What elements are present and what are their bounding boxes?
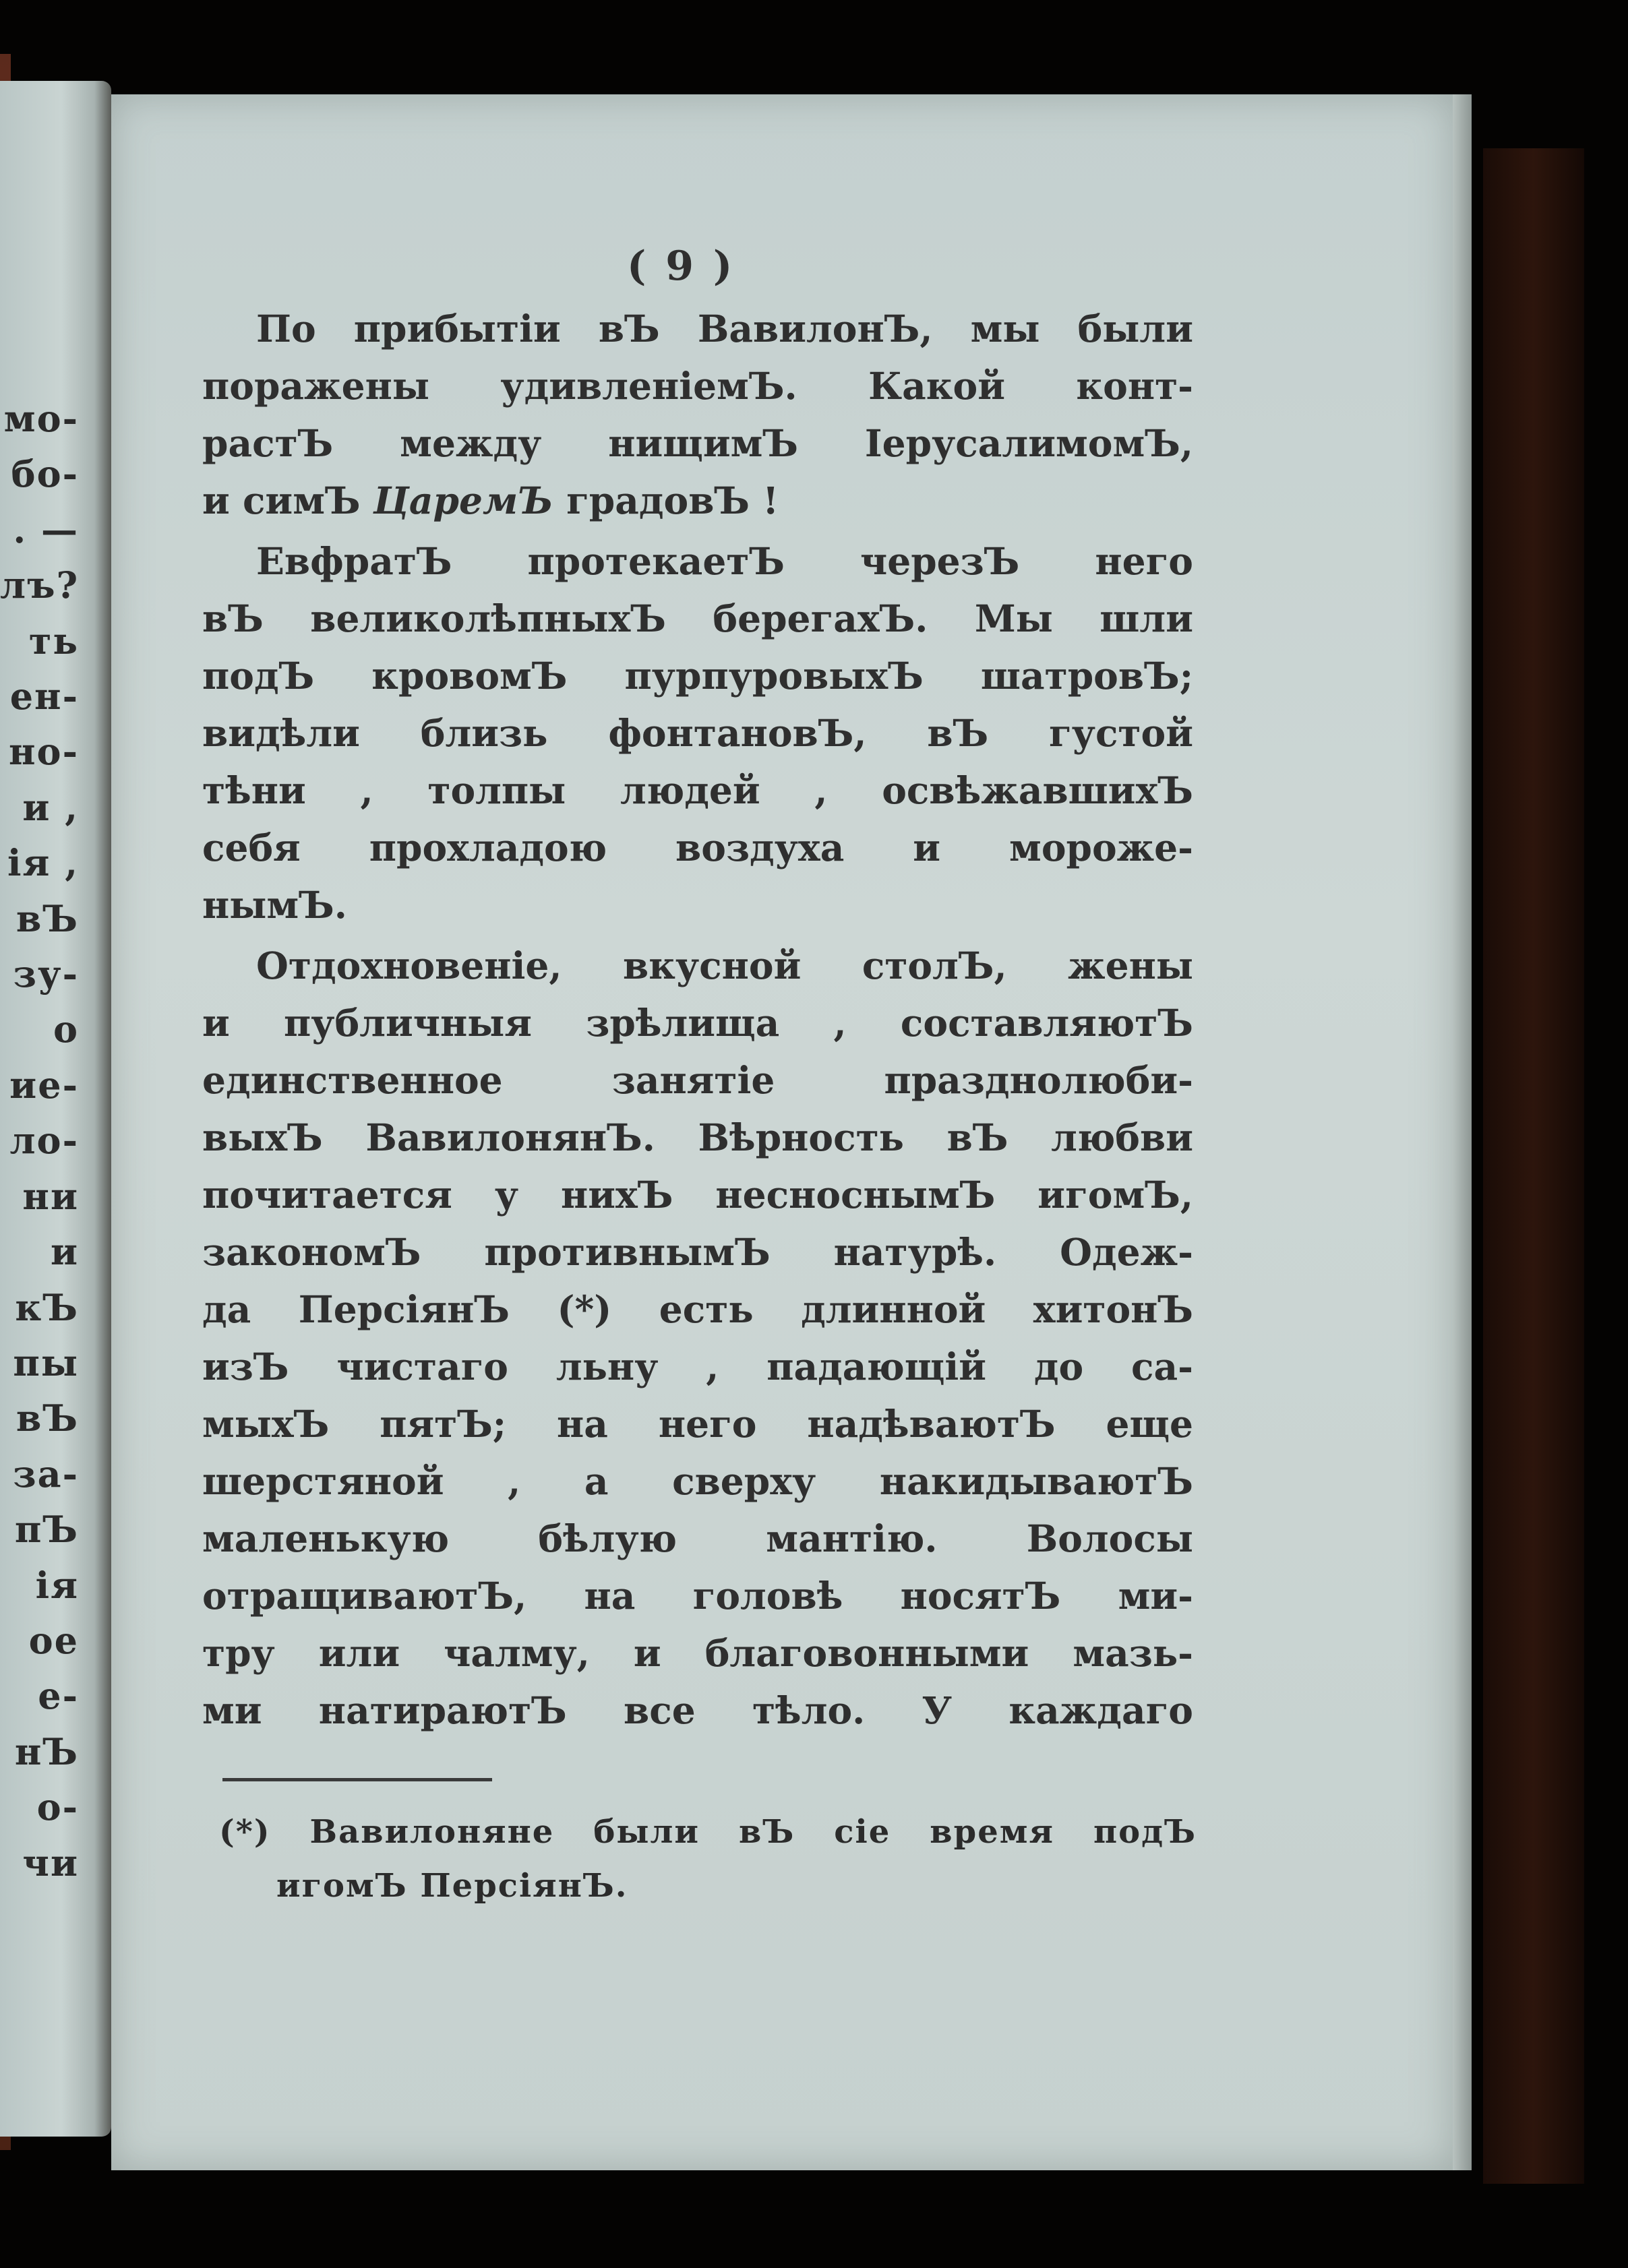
left-page-fragment: . — (13, 508, 79, 551)
text-line: вЪ великолѣпныхЪ берегахЪ. Мы шли (202, 596, 1193, 640)
left-page-fragment: кЪ (15, 1285, 79, 1329)
left-page-fragment: вЪ (16, 896, 79, 940)
left-page-fragment: чи (22, 1841, 79, 1884)
left-page-fragment: и (50, 1230, 79, 1274)
text-line: единственное занятіе празднолюби- (202, 1058, 1193, 1102)
text-line: По прибытіи вЪ ВавилонЪ, мы были (256, 307, 1193, 350)
text-line: отращиваютЪ, на головѣ носятЪ ми- (202, 1574, 1193, 1618)
text-line: себя прохладою воздуха и мороже- (202, 826, 1193, 869)
text-line: тѣни , толпы людей , освѣжавшихЪ (202, 768, 1193, 812)
left-page-fragments (0, 391, 111, 1891)
italic-word: ЦаремЪ (373, 479, 553, 522)
left-page-fragment: о- (36, 1785, 79, 1829)
left-page-fragment: ое (28, 1618, 79, 1662)
text-line: почитается у нихЪ несноснымЪ игомЪ, (202, 1173, 1193, 1217)
text-line: тру или чалму, и благовонными мазь- (202, 1631, 1193, 1675)
left-page-fragment: пЪ (14, 1508, 79, 1552)
text-line: нымЪ. (202, 883, 347, 927)
text-line: растЪ между нищимЪ ІерусалимомЪ, (202, 421, 1193, 465)
left-page-fragment: ни (22, 1174, 79, 1218)
left-page-fragment: бо- (11, 452, 79, 496)
text-line: шерстяной , а сверху накидываютЪ (202, 1459, 1193, 1503)
left-page-fragment: ло- (9, 1119, 79, 1163)
footnote-rule (222, 1778, 492, 1781)
text-line-segment: градовЪ ! (566, 479, 779, 522)
text-line: да ПерсіянЪ (*) есть длинной хитонЪ (202, 1287, 1193, 1331)
footnote-line-2: игомЪ ПерсіянЪ. (276, 1867, 628, 1905)
text-line: видѣли близь фонтановЪ, вЪ густой (202, 711, 1193, 755)
left-page-fragment: е- (38, 1674, 79, 1718)
left-page-fragment: нЪ (14, 1729, 79, 1773)
text-line: выхЪ ВавилонянЪ. Вѣрность вЪ любви (202, 1115, 1193, 1159)
text-line: и публичныя зрѣлища , составляютЪ (202, 1001, 1193, 1045)
left-page-fragment: ие- (9, 1063, 79, 1107)
text-line: ЕвфратЪ протекаетЪ черезЪ него (256, 539, 1193, 583)
text-line-segment: и симЪ (202, 479, 361, 522)
page-number: ( 9 ) (627, 243, 735, 290)
text-line: Отдохновеніе, вкусной столЪ, жены (256, 944, 1193, 987)
left-page-edge (0, 81, 111, 2137)
text-line: подЪ кровомЪ пурпуровыхЪ шатровЪ; (202, 654, 1193, 698)
left-page-fragment: за- (13, 1452, 79, 1496)
text-line: ми натираютЪ все тѣло. У каждаго (202, 1688, 1193, 1732)
text-line: мыхЪ пятЪ; на него надѣваютЪ еще (202, 1402, 1193, 1446)
text-line (202, 479, 1193, 535)
left-page-fragment: мо- (3, 397, 79, 440)
left-page-fragment: ія , (7, 841, 79, 885)
left-page-fragment: лъ? (0, 563, 80, 607)
left-page-fragment: о (53, 1008, 79, 1051)
left-page-fragment: и , (22, 785, 79, 829)
page-edge (1453, 94, 1472, 2170)
right-binding (1483, 148, 1584, 2184)
text-line: поражены удивленіемЪ. Какой конт- (202, 364, 1193, 408)
text-line: закономЪ противнымЪ натурѣ. Одеж- (202, 1230, 1193, 1274)
left-page-fragment: вЪ (16, 1397, 79, 1440)
left-page-fragment: ть (28, 619, 79, 663)
left-page-fragment: зу- (13, 952, 79, 996)
left-page-fragment: пы (13, 1341, 79, 1384)
left-page-fragment: но- (9, 730, 79, 774)
text-line: маленькую бѣлую мантію. Волосы (202, 1516, 1193, 1560)
footnote-line-1: (*) Вавилоняне были вЪ сіе время подЪ (219, 1813, 1197, 1851)
text-line: изЪ чистаго льну , падающій до са- (202, 1345, 1193, 1388)
left-page-fragment: ія (35, 1563, 79, 1607)
left-page-fragment: ен- (9, 675, 79, 718)
